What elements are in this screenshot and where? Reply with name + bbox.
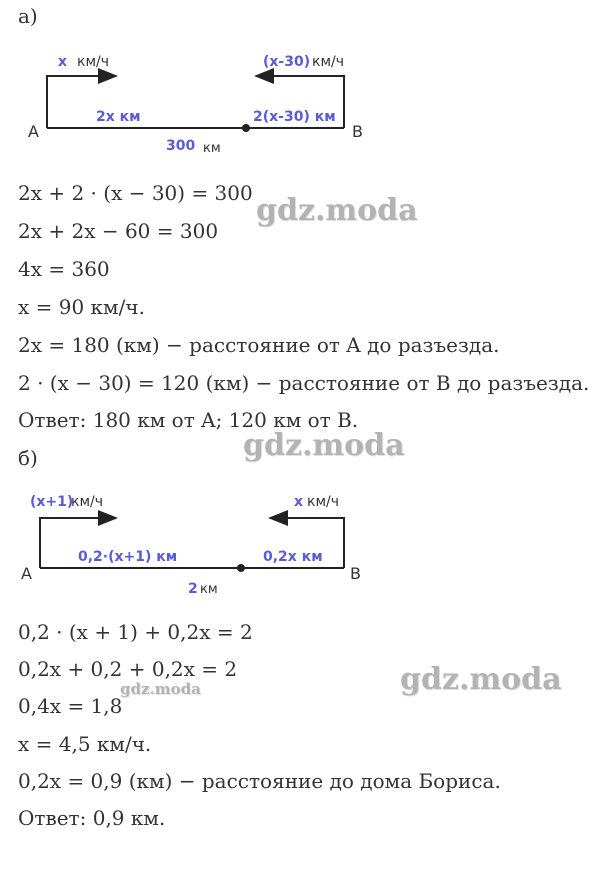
answer-b: Ответ: 0,9 км. (18, 806, 166, 830)
eq-a-6: 2 · (x − 30) = 120 (км) − расстояние от B до разъезда. (18, 371, 590, 395)
diagram-a (0, 40, 603, 200)
left-speed-x: x (58, 54, 68, 70)
left-speed-unit: км/ч (77, 54, 110, 70)
left-speed-expr: (x+1) (30, 494, 74, 510)
eq-a-2: 2x + 2x − 60 = 300 (18, 219, 219, 243)
right-speed-unit-b: км/ч (307, 494, 340, 510)
answer-a: Ответ: 180 км от A; 120 км от B. (18, 408, 359, 432)
total-distance-value-b: 2 (188, 581, 198, 597)
left-segment-label-b: 0,2·(x+1) км (78, 549, 178, 565)
point-b-label-b: B (350, 564, 361, 583)
right-speed-unit: км/ч (312, 54, 345, 70)
eq-b-4: x = 4,5 км/ч. (18, 732, 152, 756)
watermark: gdz.moda (120, 680, 201, 698)
watermark: gdz.moda (256, 193, 418, 228)
right-speed-x: x (294, 494, 304, 510)
eq-a-3: 4x = 360 (18, 257, 110, 281)
right-segment-label: 2(x-30) км (253, 109, 336, 125)
total-distance-unit: км (203, 141, 221, 156)
part-a-label: а) (18, 4, 38, 28)
meeting-point-b (237, 564, 245, 572)
left-speed-unit-b: км/ч (71, 494, 104, 510)
point-a-label-b: A (21, 564, 32, 583)
diagram-b (0, 482, 603, 602)
eq-b-3: 0,4x = 1,8 (18, 694, 123, 718)
eq-a-4: x = 90 км/ч. (18, 295, 145, 319)
watermark: gdz.moda (243, 428, 405, 463)
right-speed-expr: (x-30) (263, 54, 311, 70)
eq-b-5: 0,2x = 0,9 (км) − расстояние до дома Бориса. (18, 769, 501, 793)
right-segment-label-b: 0,2x км (263, 549, 323, 565)
left-segment-label: 2x км (96, 109, 141, 125)
eq-a-1: 2x + 2 · (x − 30) = 300 (18, 181, 253, 205)
point-b-label: B (352, 122, 363, 141)
part-b-label: б) (18, 446, 38, 470)
eq-b-2: 0,2x + 0,2 + 0,2x = 2 (18, 657, 238, 681)
eq-a-5: 2x = 180 (км) − расстояние от A до разъезда. (18, 333, 500, 357)
watermark: gdz.moda (400, 662, 562, 697)
eq-b-1: 0,2 · (x + 1) + 0,2x = 2 (18, 620, 253, 644)
total-distance-value: 300 (166, 138, 196, 154)
meeting-point-a (242, 124, 250, 132)
total-distance-unit-b: км (200, 582, 218, 597)
point-a-label: A (28, 122, 39, 141)
